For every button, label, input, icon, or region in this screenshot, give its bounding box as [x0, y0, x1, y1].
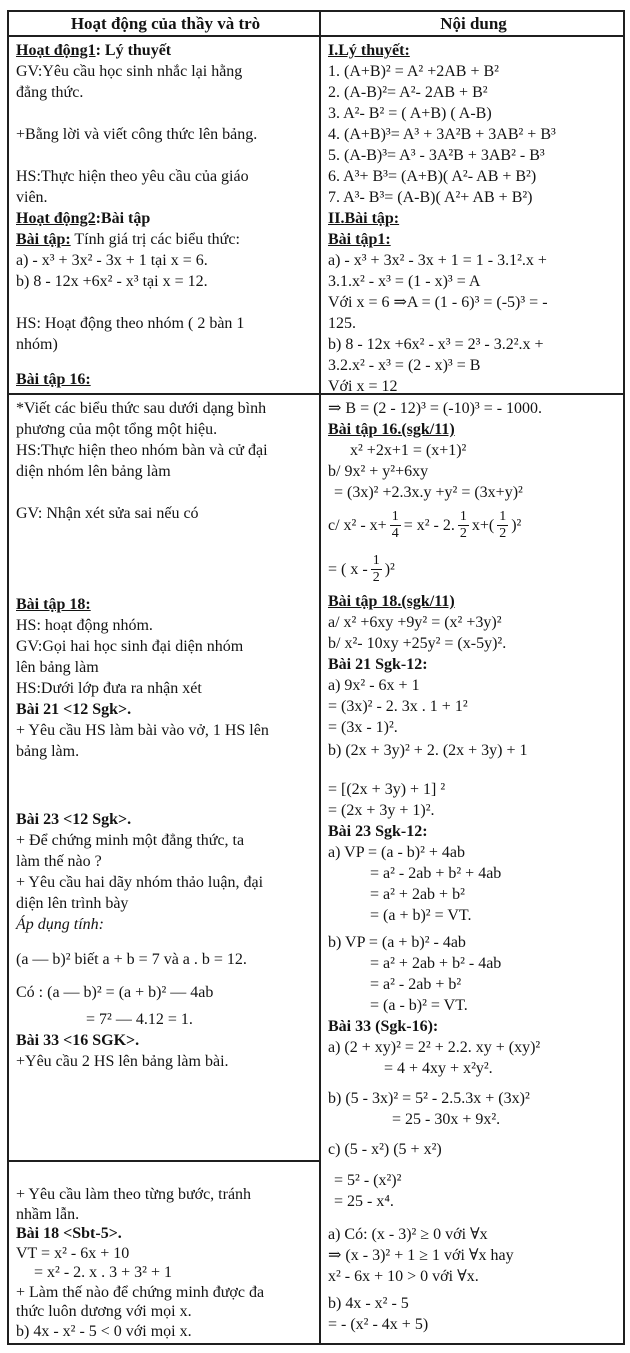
- spacer: [16, 762, 315, 809]
- text-line: [16, 1185, 315, 1205]
- text-segment: làm thế nào ?: [16, 853, 102, 870]
- text-segment: Bài 23 Sgk-12:: [328, 823, 428, 840]
- text-line: [16, 208, 315, 229]
- text-line: [328, 591, 619, 612]
- text-line: [16, 1302, 315, 1322]
- text-segment: Bài 23 <12 Sgk>.: [16, 811, 132, 828]
- text-line: [328, 654, 619, 675]
- text-segment: + Làm thế nào để chứng minh được đa: [16, 1283, 265, 1301]
- text-line: [16, 830, 315, 851]
- text-segment: = ( x -: [328, 560, 368, 578]
- text-segment: a) - x³ + 3x² - 3x + 1 tại x = 6.: [16, 252, 208, 269]
- text-segment: a) 9x² - 6x + 1: [328, 677, 420, 694]
- text-segment: nhóm): [16, 336, 58, 353]
- text-line: [16, 187, 315, 208]
- header-teacher-student-activities: [9, 12, 321, 37]
- text-line: [328, 884, 619, 905]
- text-line: [328, 995, 619, 1016]
- text-line: [16, 419, 315, 440]
- text-segment: viên.: [16, 189, 48, 206]
- spacer: [16, 1165, 315, 1185]
- text-line: [16, 369, 315, 390]
- text-segment: Áp dụng tính:: [16, 916, 104, 933]
- text-segment: + Để chứng minh một đẳng thức, ta: [16, 832, 245, 849]
- text-segment: 2. (A-B)²= A²- 2AB + B²: [328, 84, 488, 101]
- text-line: [328, 1139, 619, 1160]
- text-segment: a) - x³ + 3x² - 3x + 1 = 1 - 3.1².x +: [328, 252, 547, 269]
- text-segment: )²: [511, 516, 522, 534]
- text-line: [16, 124, 315, 145]
- text-segment: b) 8 - 12x +6x² - x³ tại x = 12.: [16, 273, 208, 290]
- text-line: [16, 1051, 315, 1072]
- text-line: [328, 145, 619, 166]
- text-line: [328, 1293, 619, 1314]
- text-line: [328, 313, 619, 334]
- text-segment: b) VP = (a + b)² - 4ab: [328, 934, 466, 951]
- text-line: [328, 1088, 619, 1109]
- text-line: [16, 720, 315, 741]
- fraction-numerator: 1: [391, 508, 399, 524]
- text-line: [16, 1009, 315, 1030]
- text-segment: ⇒ (x - 3)² + 1 ≥ 1 với ∀x hay: [328, 1247, 514, 1264]
- fraction-denominator: 4: [391, 525, 399, 541]
- text-segment: 125.: [328, 315, 356, 332]
- text-segment: 7. A³- B³= (A-B)( A²+ AB + B²): [328, 189, 533, 206]
- text-segment: = (2x + 3y + 1)².: [328, 802, 435, 819]
- text-segment: + Yêu cầu hai dãy nhóm thảo luận, đại: [16, 874, 264, 891]
- text-line: [328, 953, 619, 974]
- text-line: [16, 809, 315, 830]
- text-line: [328, 1016, 619, 1037]
- cell-content-row1: [321, 37, 623, 395]
- text-segment: diện nhóm lên bảng làm: [16, 463, 171, 480]
- text-line: [328, 40, 619, 61]
- text-segment: HS: hoạt động nhóm.: [16, 617, 153, 634]
- text-segment: = (a + b)² = VT.: [370, 907, 472, 924]
- text-segment: GV: Nhận xét sửa sai nếu có: [16, 505, 199, 522]
- text-segment: bảng làm.: [16, 743, 80, 760]
- text-segment: (a — b)² biết a + b = 7 và a . b = 12.: [16, 951, 247, 968]
- text-line: [16, 914, 315, 935]
- header-right-label: Nội dung: [440, 14, 507, 33]
- text-segment: Với x = 6 ⇒A = (1 - 6)³ = (-5)³ = -: [328, 294, 548, 311]
- text-segment: b/ 9x² + y²+6xy: [328, 463, 429, 480]
- fraction: [458, 510, 469, 541]
- text-segment: = (3x - 1)².: [328, 719, 398, 736]
- text-segment: HS: Hoạt động theo nhóm ( 2 bàn 1: [16, 315, 245, 332]
- text-segment: c) (5 - x²) (5 + x²): [328, 1141, 442, 1158]
- text-line: [328, 1109, 619, 1130]
- text-segment: a) (2 + xy)² = 2² + 2.2. xy + (xy)²: [328, 1039, 541, 1056]
- lesson-plan-table: [7, 10, 625, 1345]
- spacer: [328, 1212, 619, 1224]
- text-segment: 3.1.x² - x³ = (1 - x)³ = A: [328, 273, 481, 290]
- text-line: [328, 696, 619, 717]
- text-segment: = 25 - x⁴.: [334, 1193, 394, 1210]
- text-segment: Bài 18 <Sbt-5>.: [16, 1225, 122, 1242]
- text-segment: x+(: [471, 516, 495, 534]
- text-segment: 5. (A-B)³= A³ - 3A²B + 3AB² - B³: [328, 147, 545, 164]
- text-line: [16, 851, 315, 872]
- fraction-numerator: 1: [459, 508, 467, 524]
- text-segment: = x² - 2.: [403, 516, 455, 534]
- text-line: [328, 1170, 619, 1191]
- text-segment: ⇒ B = (2 - 12)³ = (-10)³ = - 1000.: [328, 400, 543, 417]
- text-segment: Bài tập:: [16, 231, 71, 248]
- text-line: [328, 1245, 619, 1266]
- fraction-numerator: 1: [499, 508, 507, 524]
- text-segment: Bài tập1:: [328, 231, 391, 248]
- text-segment: c/ x² - x+: [328, 516, 387, 534]
- text-line: [328, 503, 619, 547]
- text-segment: VT = x² - 6x + 10: [16, 1244, 130, 1262]
- text-segment: Bài tập 16:: [16, 371, 91, 388]
- text-line: [16, 313, 315, 334]
- spacer: [328, 761, 619, 779]
- text-line: [16, 741, 315, 762]
- text-line: [328, 1266, 619, 1287]
- text-segment: x² - 6x + 10 > 0 với ∀x.: [328, 1268, 479, 1285]
- text-segment: đẳng thức.: [16, 84, 84, 101]
- text-segment: Bài 21 Sgk-12:: [328, 656, 428, 673]
- text-line: [328, 675, 619, 696]
- text-line: [16, 166, 315, 187]
- fraction-numerator: 1: [372, 552, 380, 568]
- text-line: [328, 905, 619, 926]
- text-segment: diện lên trình bày: [16, 895, 129, 912]
- text-line: [328, 250, 619, 271]
- text-segment: = a² - 2ab + b² + 4ab: [370, 865, 502, 882]
- spacer: [16, 524, 315, 594]
- text-line: [16, 461, 315, 482]
- text-segment: HS:Dưới lớp đưa ra nhận xét: [16, 680, 202, 697]
- text-line: [328, 376, 619, 395]
- header-left-label: Hoạt động của thầy và trò: [70, 14, 261, 33]
- text-line: [328, 166, 619, 187]
- spacer: [16, 103, 315, 124]
- text-segment: 3. A²- B² = ( A+B) ( A-B): [328, 105, 492, 122]
- text-segment: = 4 + 4xy + x²y².: [384, 1060, 493, 1077]
- text-segment: b) (5 - 3x)² = 5² - 2.5.3x + (3x)²: [328, 1090, 530, 1107]
- text-line: [328, 187, 619, 208]
- text-segment: thức luôn dương với mọi x.: [16, 1303, 192, 1320]
- fraction: [390, 510, 401, 541]
- text-segment: I.Lý thuyết:: [328, 42, 410, 59]
- cell-activities-row2: [9, 395, 321, 1162]
- text-segment: b) 4x - x² - 5: [328, 1295, 409, 1312]
- text-segment: GV:Yêu cầu học sinh nhắc lại hằng: [16, 63, 243, 80]
- text-segment: )²: [384, 560, 395, 578]
- text-segment: Có : (a — b)² = (a + b)² — 4ab: [16, 984, 214, 1001]
- text-line: [328, 717, 619, 738]
- text-line: [328, 461, 619, 482]
- spacer: [328, 1130, 619, 1139]
- text-line: [328, 547, 619, 591]
- text-line: [16, 657, 315, 678]
- text-line: [328, 61, 619, 82]
- text-segment: x² +2x+1 = (x+1)²: [350, 442, 467, 459]
- fraction: [371, 554, 382, 585]
- text-line: [328, 1037, 619, 1058]
- text-line: [16, 699, 315, 720]
- fraction-denominator: 2: [499, 525, 507, 541]
- text-segment: = [(2x + 3y) + 1] ²: [328, 781, 446, 798]
- text-line: [16, 982, 315, 1003]
- text-line: [16, 594, 315, 615]
- text-line: [16, 1263, 315, 1283]
- text-line: [328, 1058, 619, 1079]
- text-segment: b) 4x - x² - 5 < 0 với mọi x.: [16, 1322, 192, 1340]
- text-line: [328, 440, 619, 461]
- text-segment: phương của một tổng một hiệu.: [16, 421, 218, 438]
- text-line: [16, 61, 315, 82]
- text-segment: Hoạt động1: [16, 42, 96, 59]
- text-segment: = (a - b)² = VT.: [370, 997, 468, 1014]
- header-content: [321, 12, 623, 37]
- text-line: [328, 208, 619, 229]
- cell-content-main: [321, 395, 623, 1343]
- spacer: [16, 482, 315, 503]
- text-line: [328, 800, 619, 821]
- text-line: [16, 440, 315, 461]
- text-segment: = 7² — 4.12 = 1.: [86, 1011, 193, 1028]
- text-segment: GV:Gọi hai học sinh đại diện nhóm: [16, 638, 244, 655]
- text-line: [328, 821, 619, 842]
- spacer: [16, 970, 315, 982]
- text-line: [328, 271, 619, 292]
- text-line: [16, 250, 315, 271]
- text-line: [328, 355, 619, 376]
- spacer: [328, 1160, 619, 1170]
- text-segment: = (3x)² +2.3x.y +y² = (3x+y)²: [334, 484, 523, 501]
- text-line: [328, 334, 619, 355]
- text-line: [328, 1314, 619, 1335]
- text-line: [328, 1224, 619, 1245]
- text-segment: 3.2.x² - x³ = (2 - x)³ = B: [328, 357, 481, 374]
- text-segment: :Bài tập: [95, 210, 151, 227]
- text-line: [328, 612, 619, 633]
- text-segment: + Yêu cầu làm theo từng bước, tránh: [16, 1186, 252, 1203]
- text-line: [328, 419, 619, 440]
- text-line: [328, 103, 619, 124]
- fraction: [497, 510, 508, 541]
- text-line: [16, 1030, 315, 1051]
- text-line: [328, 842, 619, 863]
- text-segment: Bài 33 <16 SGK>.: [16, 1032, 140, 1049]
- text-line: [328, 863, 619, 884]
- text-line: [328, 229, 619, 250]
- text-line: [16, 1224, 315, 1244]
- text-line: [328, 1191, 619, 1212]
- text-line: [16, 334, 315, 355]
- text-segment: 4. (A+B)³= A³ + 3A²B + 3AB² + B³: [328, 126, 556, 143]
- text-segment: *Viết các biểu thức sau dưới dạng bình: [16, 400, 267, 417]
- text-line: [16, 1322, 315, 1342]
- text-line: [328, 82, 619, 103]
- text-segment: : Lý thuyết: [95, 42, 172, 59]
- text-line: [16, 1244, 315, 1264]
- text-segment: II.Bài tập:: [328, 210, 400, 227]
- text-line: [328, 482, 619, 503]
- text-line: [16, 503, 315, 524]
- text-segment: = x² - 2. x . 3 + 3² + 1: [34, 1264, 172, 1281]
- text-line: [328, 740, 619, 761]
- text-line: [16, 615, 315, 636]
- text-segment: lên bảng làm: [16, 659, 99, 676]
- text-line: [328, 779, 619, 800]
- text-segment: = a² - 2ab + b²: [370, 976, 462, 993]
- text-segment: Bài tập 18.(sgk/11): [328, 593, 455, 610]
- text-segment: = 5² - (x²)²: [334, 1172, 402, 1189]
- text-segment: 1. (A+B)² = A² +2AB + B²: [328, 63, 499, 80]
- spacer: [328, 1079, 619, 1088]
- text-segment: 6. A³+ B³= (A+B)( A²- AB + B²): [328, 168, 537, 185]
- text-segment: HS:Thực hiện theo yêu cầu của giáo: [16, 168, 249, 185]
- text-line: [16, 40, 315, 61]
- text-line: [16, 678, 315, 699]
- text-line: [16, 1205, 315, 1225]
- text-segment: = 25 - 30x + 9x².: [392, 1111, 501, 1128]
- text-segment: a/ x² +6xy +9y² = (x² +3y)²: [328, 614, 502, 631]
- text-segment: Bài 21 <12 Sgk>.: [16, 701, 132, 718]
- text-segment: = a² + 2ab + b²: [370, 886, 465, 903]
- text-segment: HS:Thực hiện theo nhóm bàn và cử đại: [16, 442, 268, 459]
- text-segment: b) 8 - 12x +6x² - x³ = 2³ - 3.2².x +: [328, 336, 544, 353]
- text-segment: +Yêu cầu 2 HS lên bảng làm bài.: [16, 1053, 229, 1070]
- text-line: [16, 271, 315, 292]
- text-segment: +Bằng lời và viết công thức lên bảng.: [16, 126, 258, 143]
- text-segment: + Yêu cầu HS làm bài vào vở, 1 HS lên: [16, 722, 269, 739]
- text-line: [328, 633, 619, 654]
- spacer: [16, 145, 315, 166]
- text-line: [16, 1283, 315, 1303]
- text-line: [16, 82, 315, 103]
- text-segment: b/ x²- 10xy +25y² = (x-5y)².: [328, 635, 507, 652]
- text-segment: Bài tập 16.(sgk/11): [328, 421, 455, 438]
- text-line: [16, 636, 315, 657]
- text-line: [328, 932, 619, 953]
- text-segment: Bài 33 (Sgk-16):: [328, 1018, 439, 1035]
- text-segment: = (3x)² - 2. 3x . 1 + 1²: [328, 698, 468, 715]
- text-segment: Tính giá trị các biểu thức:: [70, 231, 240, 248]
- text-segment: a) Có: (x - 3)² ≥ 0 với ∀x: [328, 1226, 488, 1243]
- text-segment: nhầm lẫn.: [16, 1205, 80, 1223]
- text-line: [328, 974, 619, 995]
- text-line: [328, 124, 619, 145]
- text-line: [16, 398, 315, 419]
- text-segment: b) (2x + 3y)² + 2. (2x + 3y) + 1: [328, 742, 528, 759]
- spacer: [16, 935, 315, 949]
- text-segment: = - (x² - 4x + 5): [328, 1316, 429, 1333]
- text-segment: = a² + 2ab + b² - 4ab: [370, 955, 502, 972]
- text-line: [16, 949, 315, 970]
- text-segment: Với x = 12: [328, 378, 398, 395]
- cell-activities-row3: [9, 1162, 321, 1343]
- text-line: [16, 229, 315, 250]
- spacer: [16, 355, 315, 369]
- text-line: [16, 872, 315, 893]
- text-line: [328, 398, 619, 419]
- text-line: [328, 292, 619, 313]
- fraction-denominator: 2: [459, 525, 467, 541]
- cell-activities-row1: [9, 37, 321, 395]
- text-segment: Hoạt động2: [16, 210, 96, 227]
- text-segment: a) VP = (a - b)² + 4ab: [328, 844, 466, 861]
- text-segment: Bài tập 18:: [16, 596, 91, 613]
- spacer: [16, 292, 315, 313]
- text-line: [16, 893, 315, 914]
- fraction-denominator: 2: [372, 569, 380, 585]
